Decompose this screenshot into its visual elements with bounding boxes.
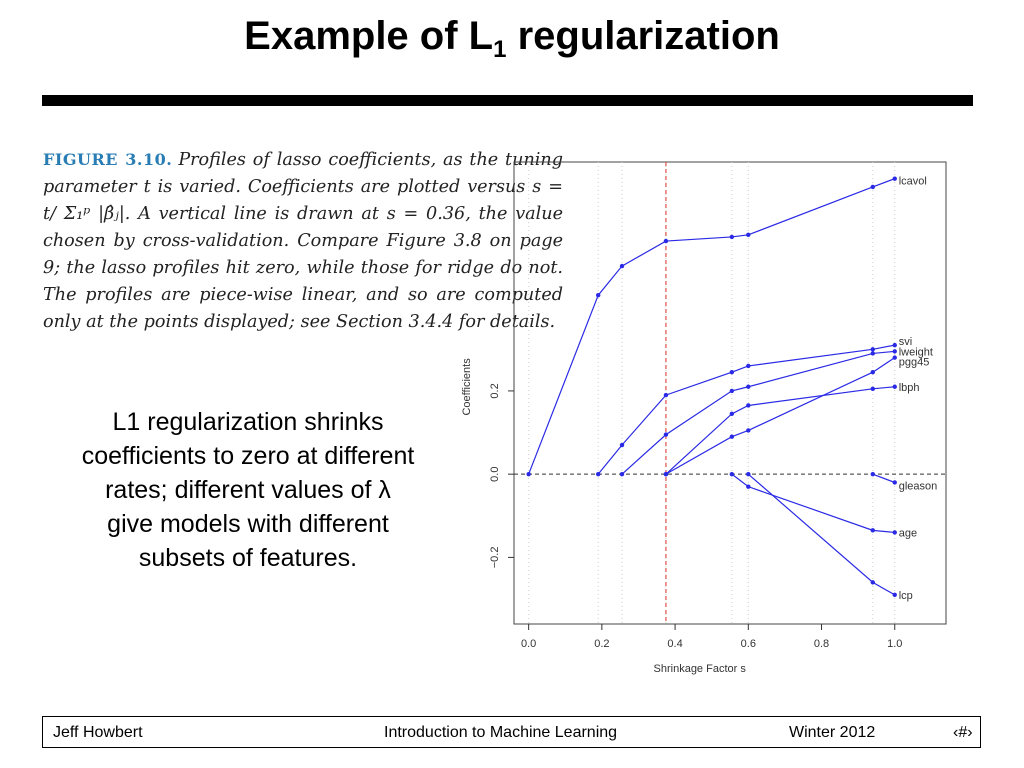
- data-point: [871, 347, 875, 351]
- data-point: [664, 239, 668, 243]
- x-tick-label: 0.4: [667, 638, 683, 650]
- footer-page-number: ‹#›: [953, 724, 973, 741]
- series-label: pgg45: [898, 356, 930, 369]
- data-point: [871, 370, 875, 374]
- data-point: [746, 484, 750, 488]
- data-point: [871, 580, 875, 584]
- data-point: [620, 264, 624, 268]
- data-point: [746, 472, 750, 476]
- data-point: [746, 364, 750, 368]
- data-point: [893, 343, 897, 347]
- series-line: [732, 474, 895, 532]
- data-point: [664, 432, 668, 436]
- title-main: Example of L: [244, 14, 494, 58]
- data-point: [596, 293, 600, 297]
- data-point: [893, 530, 897, 534]
- title-divider-bar: [42, 95, 973, 106]
- series-label: gleason: [898, 480, 938, 493]
- data-point: [730, 370, 734, 374]
- series-line: [529, 179, 895, 475]
- data-point: [664, 393, 668, 397]
- data-point: [871, 351, 875, 355]
- data-point: [746, 385, 750, 389]
- x-tick-label: 1.0: [887, 638, 903, 650]
- x-axis-label: Shrinkage Factor s: [653, 663, 746, 675]
- y-tick-label: 0.2: [489, 383, 501, 399]
- slide-body-text: L1 regularization shrinks coefficients to zero at different rates; different values of λ give models with different subsets of features.: [81, 408, 415, 572]
- data-point: [596, 472, 600, 476]
- series-label: lcp: [898, 589, 913, 602]
- series-label: lweight: [898, 346, 933, 359]
- x-tick-label: 0.2: [594, 638, 610, 650]
- figure-label: FIGURE 3.10.: [43, 150, 173, 169]
- series-label: svi: [898, 336, 913, 349]
- series-label: lbph: [898, 381, 920, 394]
- data-point: [746, 233, 750, 237]
- data-point: [730, 389, 734, 393]
- footer-course: Introduction to Machine Learning: [384, 724, 618, 741]
- data-point: [730, 412, 734, 416]
- x-tick-label: 0.0: [520, 638, 537, 650]
- y-tick-label: 0.0: [489, 466, 501, 482]
- data-point: [730, 435, 734, 439]
- series-label: lcavol: [898, 175, 927, 188]
- data-point: [893, 176, 897, 180]
- x-tick-label: 0.6: [740, 638, 756, 650]
- plot-frame: [514, 162, 946, 624]
- data-point: [746, 403, 750, 407]
- data-point: [526, 472, 530, 476]
- data-point: [746, 428, 750, 432]
- series-line: [666, 387, 895, 474]
- data-point: [893, 355, 897, 359]
- series-lweight: [620, 346, 933, 476]
- series-lcavol: [526, 176, 926, 477]
- data-point: [893, 480, 897, 484]
- data-point: [620, 443, 624, 447]
- series-gleason: [871, 472, 938, 493]
- data-point: [620, 472, 624, 476]
- footer-author: Jeff Howbert: [53, 724, 143, 741]
- series-line: [666, 358, 895, 475]
- series-lcp: [746, 472, 913, 602]
- data-point: [893, 593, 897, 597]
- data-point: [893, 349, 897, 353]
- y-tick-label: −0.2: [489, 546, 501, 569]
- slide-title: [0, 14, 1024, 63]
- slide-footer: [42, 716, 981, 748]
- data-point: [871, 185, 875, 189]
- title-subscript: 1: [493, 36, 507, 63]
- series-label: age: [898, 527, 918, 540]
- data-point: [893, 385, 897, 389]
- figure-caption-text: Profiles of lasso coefficients, as the tuning parameter t is varied. Coefficients are plotted versus s = t/ Σ₁ᵖ |β̂ⱼ|. A vertical line is drawn at s = 0.36, the value chosen by cross-validation. Compare Figure 3.8 on page 9; the lasso profiles hit zero, while those for ridge do not. The profiles are piece-wise linear, and so are computed only at the points displayed; see Section 3.4.4 for details.: [43, 150, 563, 332]
- series-line: [622, 351, 895, 474]
- data-point: [730, 235, 734, 239]
- x-tick-label: 0.8: [813, 638, 830, 650]
- series-lbph: [664, 382, 920, 477]
- series-line: [873, 474, 895, 482]
- data-point: [871, 387, 875, 391]
- lasso-coefficient-chart: [455, 150, 975, 685]
- y-axis-label: Coefficients: [461, 358, 473, 416]
- data-point: [664, 472, 668, 476]
- footer-term: Winter 2012: [789, 724, 876, 741]
- title-rest: regularization: [506, 14, 780, 58]
- data-point: [730, 472, 734, 476]
- data-point: [871, 528, 875, 532]
- data-point: [871, 472, 875, 476]
